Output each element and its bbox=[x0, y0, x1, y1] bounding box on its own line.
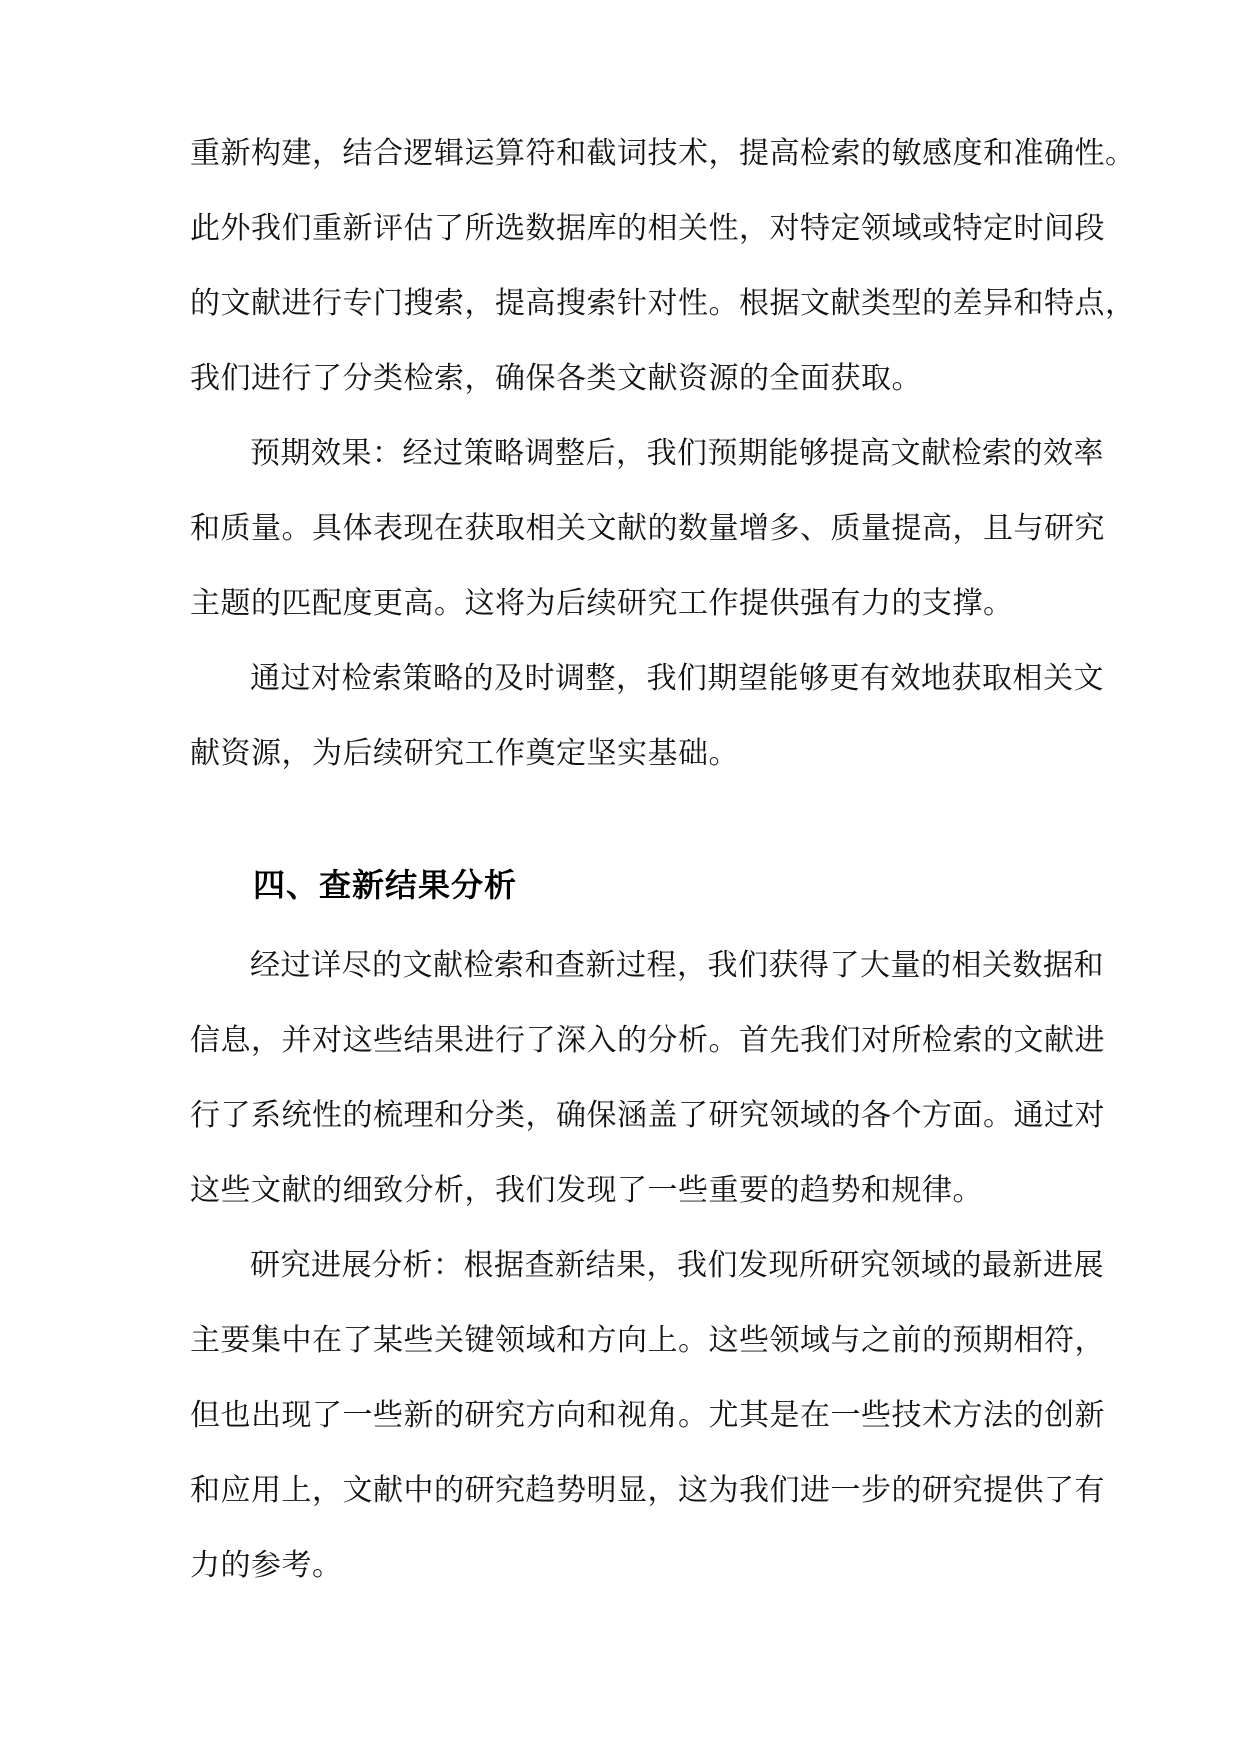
body-text-bottom bbox=[190, 928, 1105, 1603]
paragraph-line: 的文献进行专门搜索，提高搜索针对性。根据文献类型的差异和特点， bbox=[190, 286, 1136, 321]
paragraph-line: 力的参考。 bbox=[190, 1548, 343, 1583]
paragraph-line: 预期效果：经过策略调整后，我们预期能够提高文献检索的效率 bbox=[250, 436, 1104, 471]
paragraph-line: 通过对检索策略的及时调整，我们期望能够更有效地获取相关文 bbox=[250, 661, 1104, 696]
paragraph-line: 和应用上，文献中的研究趋势明显，这为我们进一步的研究提供了有 bbox=[190, 1473, 1105, 1508]
paragraph-line: 信息，并对这些结果进行了深入的分析。首先我们对所检索的文献进 bbox=[190, 1023, 1105, 1058]
paragraph-line: 研究进展分析：根据查新结果，我们发现所研究领域的最新进展 bbox=[250, 1248, 1104, 1283]
body-text-top bbox=[190, 116, 1136, 791]
paragraph-line: 行了系统性的梳理和分类，确保涵盖了研究领域的各个方面。通过对 bbox=[190, 1098, 1105, 1133]
paragraph-line: 主题的匹配度更高。这将为后续研究工作提供强有力的支撑。 bbox=[190, 586, 1014, 621]
paragraph-line: 重新构建，结合逻辑运算符和截词技术，提高检索的敏感度和准确性。 bbox=[190, 136, 1136, 171]
paragraph-line: 但也出现了一些新的研究方向和视角。尤其是在一些技术方法的创新 bbox=[190, 1398, 1105, 1433]
paragraph-line: 我们进行了分类检索，确保各类文献资源的全面获取。 bbox=[190, 361, 922, 396]
paragraph-line: 此外我们重新评估了所选数据库的相关性，对特定领域或特定时间段 bbox=[190, 211, 1105, 246]
paragraph-line: 这些文献的细致分析，我们发现了一些重要的趋势和规律。 bbox=[190, 1173, 983, 1208]
paragraph-line: 和质量。具体表现在获取相关文献的数量增多、质量提高，且与研究 bbox=[190, 511, 1105, 546]
paragraph-line: 献资源，为后续研究工作奠定坚实基础。 bbox=[190, 736, 739, 771]
section-heading: 四、查新结果分析 bbox=[253, 866, 518, 904]
paragraph-line: 经过详尽的文献检索和查新过程，我们获得了大量的相关数据和 bbox=[250, 948, 1104, 983]
paragraph-line: 主要集中在了某些关键领域和方向上。这些领域与之前的预期相符， bbox=[190, 1323, 1105, 1358]
